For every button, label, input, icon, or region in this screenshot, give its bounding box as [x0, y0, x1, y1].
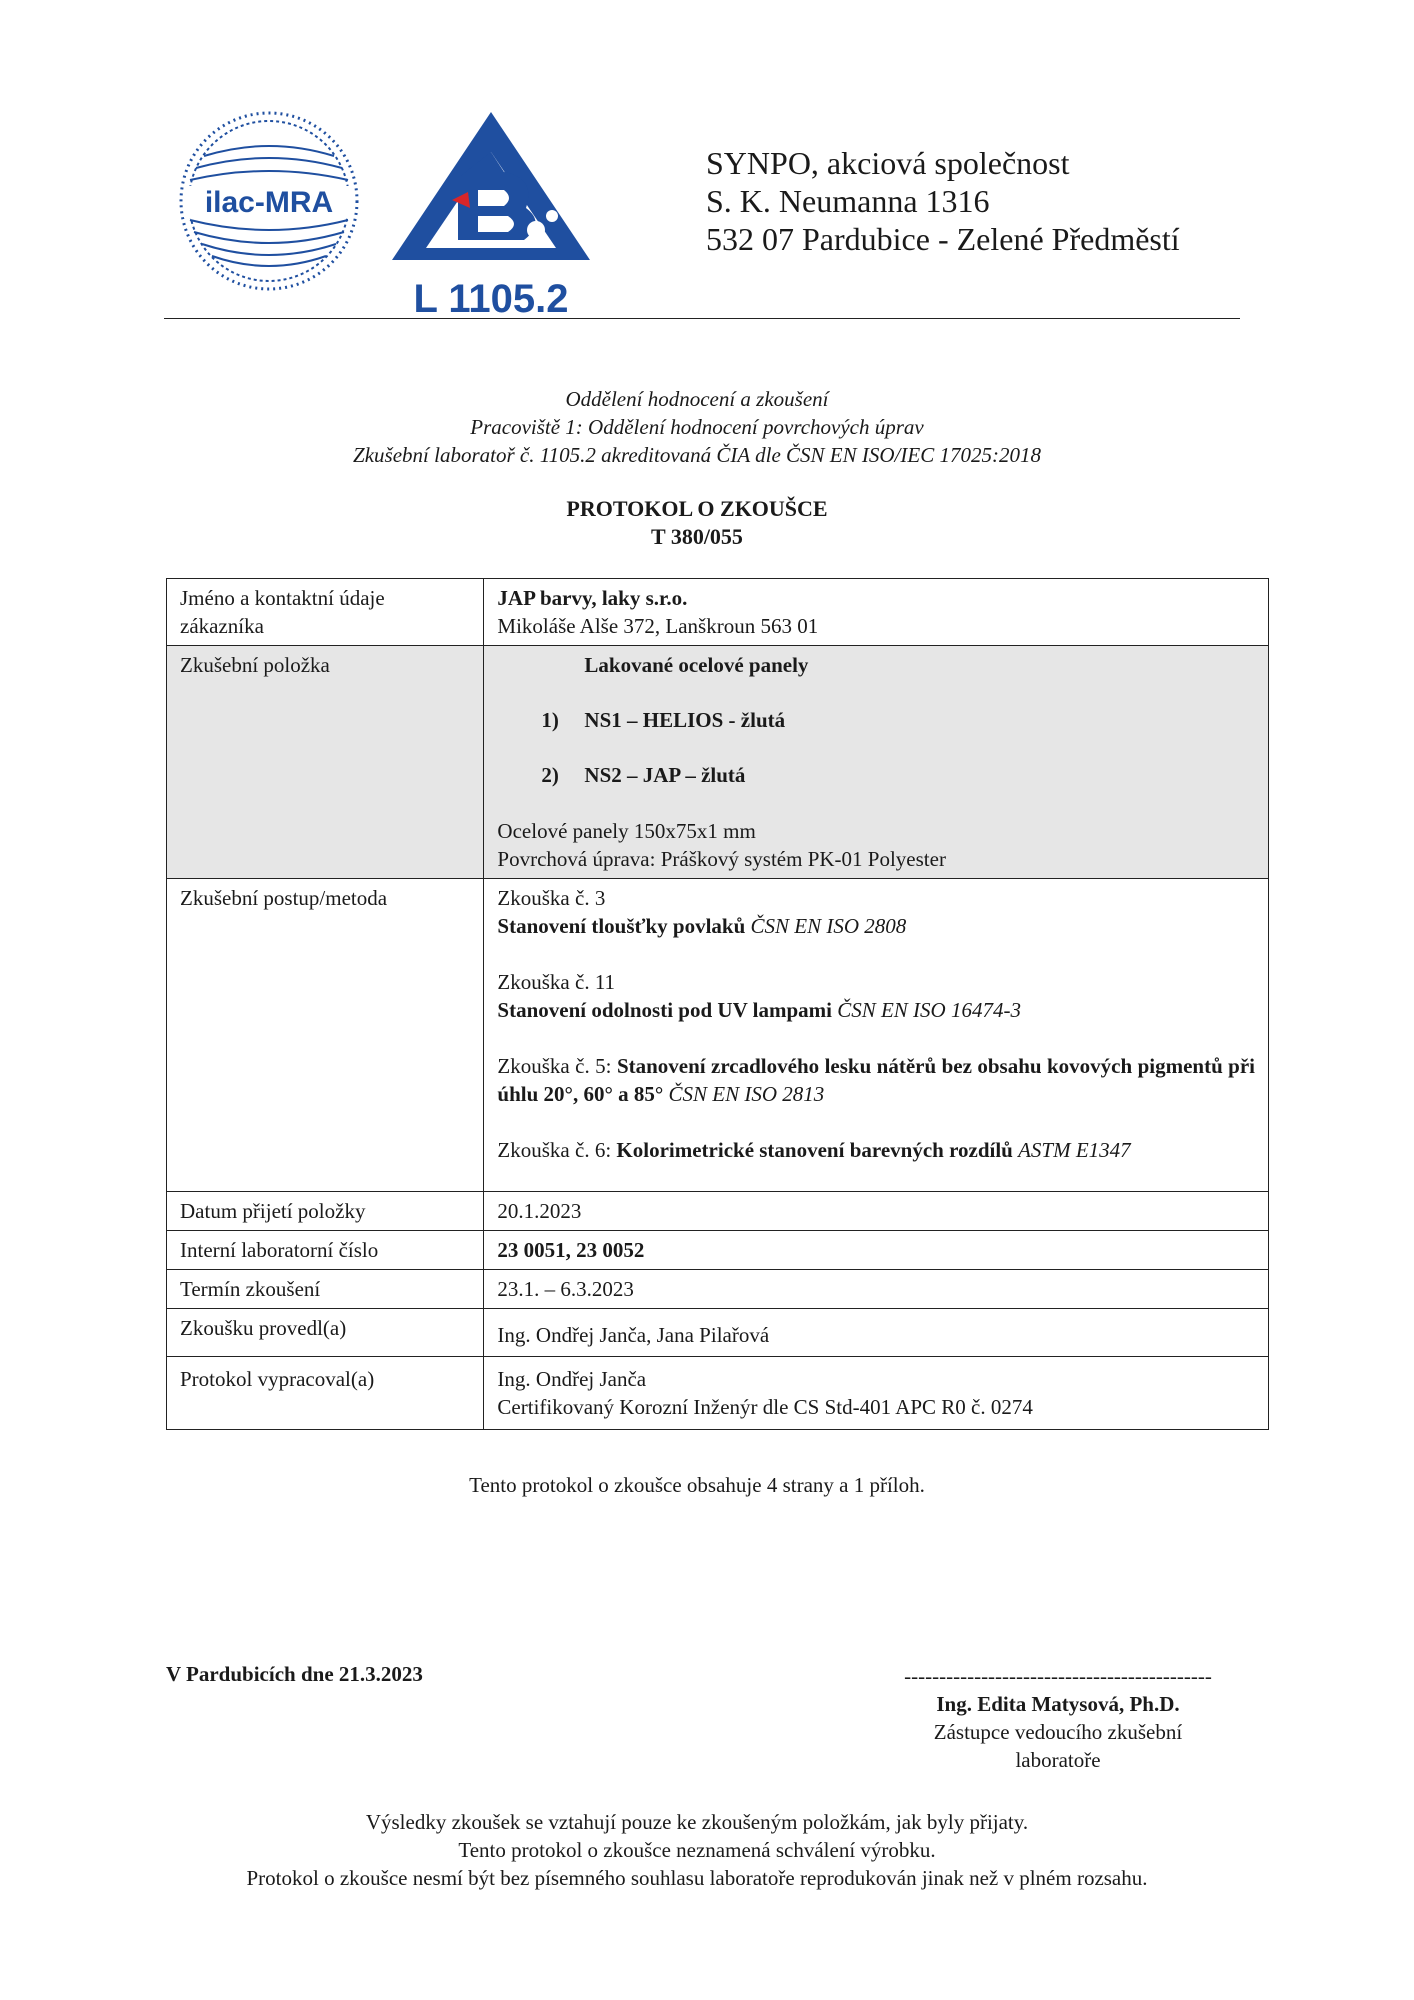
item-label: Zkušební položka — [167, 646, 484, 879]
list-item — [497, 761, 1255, 789]
cia-accreditation-logo — [386, 108, 596, 322]
test6-standard: ASTM E1347 — [1018, 1138, 1131, 1162]
ilac-mra-logo — [176, 108, 362, 294]
item-number: 1) — [541, 708, 559, 732]
item-text: NS1 – HELIOS - žlutá — [584, 708, 786, 732]
prepared-value — [484, 1357, 1269, 1430]
table-row-term — [167, 1270, 1269, 1309]
company-name: SYNPO, akciová společnost — [706, 145, 1070, 181]
footer-line-2: Tento protokol o zkoušce neznamená schválení výrobku. — [458, 1838, 936, 1862]
department-info — [0, 385, 1394, 469]
test5-standard: ČSN EN ISO 2813 — [668, 1082, 825, 1106]
internal-number-value: 23 0051, 23 0052 — [484, 1231, 1269, 1270]
customer-address: Mikoláše Alše 372, Lanškroun 563 01 — [497, 614, 819, 638]
test3-description — [497, 912, 1255, 940]
performed-label: Zkoušku provedl(a) — [167, 1309, 484, 1357]
company-street: S. K. Neumanna 1316 — [706, 183, 990, 219]
department-line-3: Zkušební laboratoř č. 1105.2 akreditovaná ČIA dle ČSN EN ISO/IEC 17025:2018 — [353, 443, 1041, 467]
signature-line: -------------------------------------------- — [904, 1664, 1212, 1688]
table-row-performed — [167, 1309, 1269, 1357]
place-and-date: V Pardubicích dne 21.3.2023 — [166, 1662, 423, 1686]
item-heading: Lakované ocelové panely — [584, 653, 809, 677]
company-address — [706, 144, 1180, 258]
test5-name: Stanovení zrcadlového lesku nátěrů bez obsahu kovových pigmentů při úhlu 20°, 60° a 85° — [497, 1054, 1256, 1106]
item-number: 2) — [541, 763, 559, 787]
prepared-label: Protokol vypracoval(a) — [167, 1357, 484, 1430]
item-value — [484, 646, 1269, 879]
test11-standard: ČSN EN ISO 16474-3 — [837, 998, 1021, 1022]
table-row-item — [167, 646, 1269, 879]
test11-description — [497, 996, 1255, 1024]
protocol-table — [166, 578, 1269, 1430]
signature-block — [878, 1662, 1238, 1774]
received-value: 20.1.2023 — [484, 1192, 1269, 1231]
protocol-title: PROTOKOL O ZKOUŠCE — [566, 496, 828, 521]
test11-name: Stanovení odolnosti pod UV lampami — [497, 998, 832, 1022]
customer-value — [484, 579, 1269, 646]
footer-disclaimer — [0, 1808, 1394, 1892]
test6-description — [497, 1136, 1255, 1164]
pages-note: Tento protokol o zkoušce obsahuje 4 strany a 1 příloh. — [469, 1473, 925, 1497]
performed-value: Ing. Ondřej Janča, Jana Pilařová — [484, 1309, 1269, 1357]
customer-name: JAP barvy, laky s.r.o. — [497, 586, 688, 610]
table-row-customer — [167, 579, 1269, 646]
svg-text:L 1105.2: L 1105.2 — [413, 277, 569, 321]
test5-description — [497, 1052, 1255, 1108]
term-label: Termín zkoušení — [167, 1270, 484, 1309]
table-row-prepared — [167, 1357, 1269, 1430]
method-label: Zkušební postup/metoda — [167, 879, 484, 1192]
customer-label: Jméno a kontaktní údaje zákazníka — [167, 579, 484, 646]
footer-line-1: Výsledky zkoušek se vztahují pouze ke zkoušeným položkám, jak byly přijaty. — [365, 1810, 1029, 1834]
protocol-number: T 380/055 — [651, 524, 743, 549]
received-label: Datum přijetí položky — [167, 1192, 484, 1231]
test11-title: Zkouška č. 11 — [497, 970, 616, 994]
test6-title: Zkouška č. 6: — [497, 1138, 612, 1162]
table-row-internal-number — [167, 1231, 1269, 1270]
table-row-method — [167, 879, 1269, 1192]
internal-number-label: Interní laboratorní číslo — [167, 1231, 484, 1270]
table-row-received — [167, 1192, 1269, 1231]
footer-line-3: Protokol o zkoušce nesmí být bez písemného souhlasu laboratoře reprodukován jinak než v plném rozsahu. — [246, 1866, 1148, 1890]
department-line-1: Oddělení hodnocení a zkoušení — [565, 387, 829, 411]
signatory-role-1: Zástupce vedoucího zkušební — [933, 1720, 1183, 1744]
department-line-2: Pracoviště 1: Oddělení hodnocení povrchových úprav — [470, 415, 924, 439]
test6-name: Kolorimetrické stanovení barevných rozdílů — [616, 1138, 1013, 1162]
signatory-role-2: laboratoře — [1015, 1748, 1101, 1772]
header-divider — [164, 318, 1240, 319]
method-value — [484, 879, 1269, 1192]
prepared-certification: Certifikovaný Korozní Inženýr dle CS Std-401 APC R0 č. 0274 — [497, 1395, 1033, 1419]
prepared-name: Ing. Ondřej Janča — [497, 1367, 647, 1391]
list-item — [497, 706, 1255, 734]
item-surface: Povrchová úprava: Práškový systém PK-01 Polyester — [497, 847, 946, 871]
term-value: 23.1. – 6.3.2023 — [484, 1270, 1269, 1309]
item-text: NS2 – JAP – žlutá — [584, 763, 746, 787]
signatory-name: Ing. Edita Matysová, Ph.D. — [936, 1692, 1180, 1716]
test3-name: Stanovení tloušťky povlaků — [497, 914, 746, 938]
protocol-title-block — [0, 495, 1394, 551]
item-panels: Ocelové panely 150x75x1 mm — [497, 819, 756, 843]
svg-text:ilac-MRA: ilac-MRA — [204, 186, 334, 219]
test3-title: Zkouška č. 3 — [497, 886, 606, 910]
test5-title: Zkouška č. 5: — [497, 1054, 612, 1078]
company-city: 532 07 Pardubice - Zelené Předměstí — [706, 221, 1180, 257]
test3-standard: ČSN EN ISO 2808 — [750, 914, 907, 938]
